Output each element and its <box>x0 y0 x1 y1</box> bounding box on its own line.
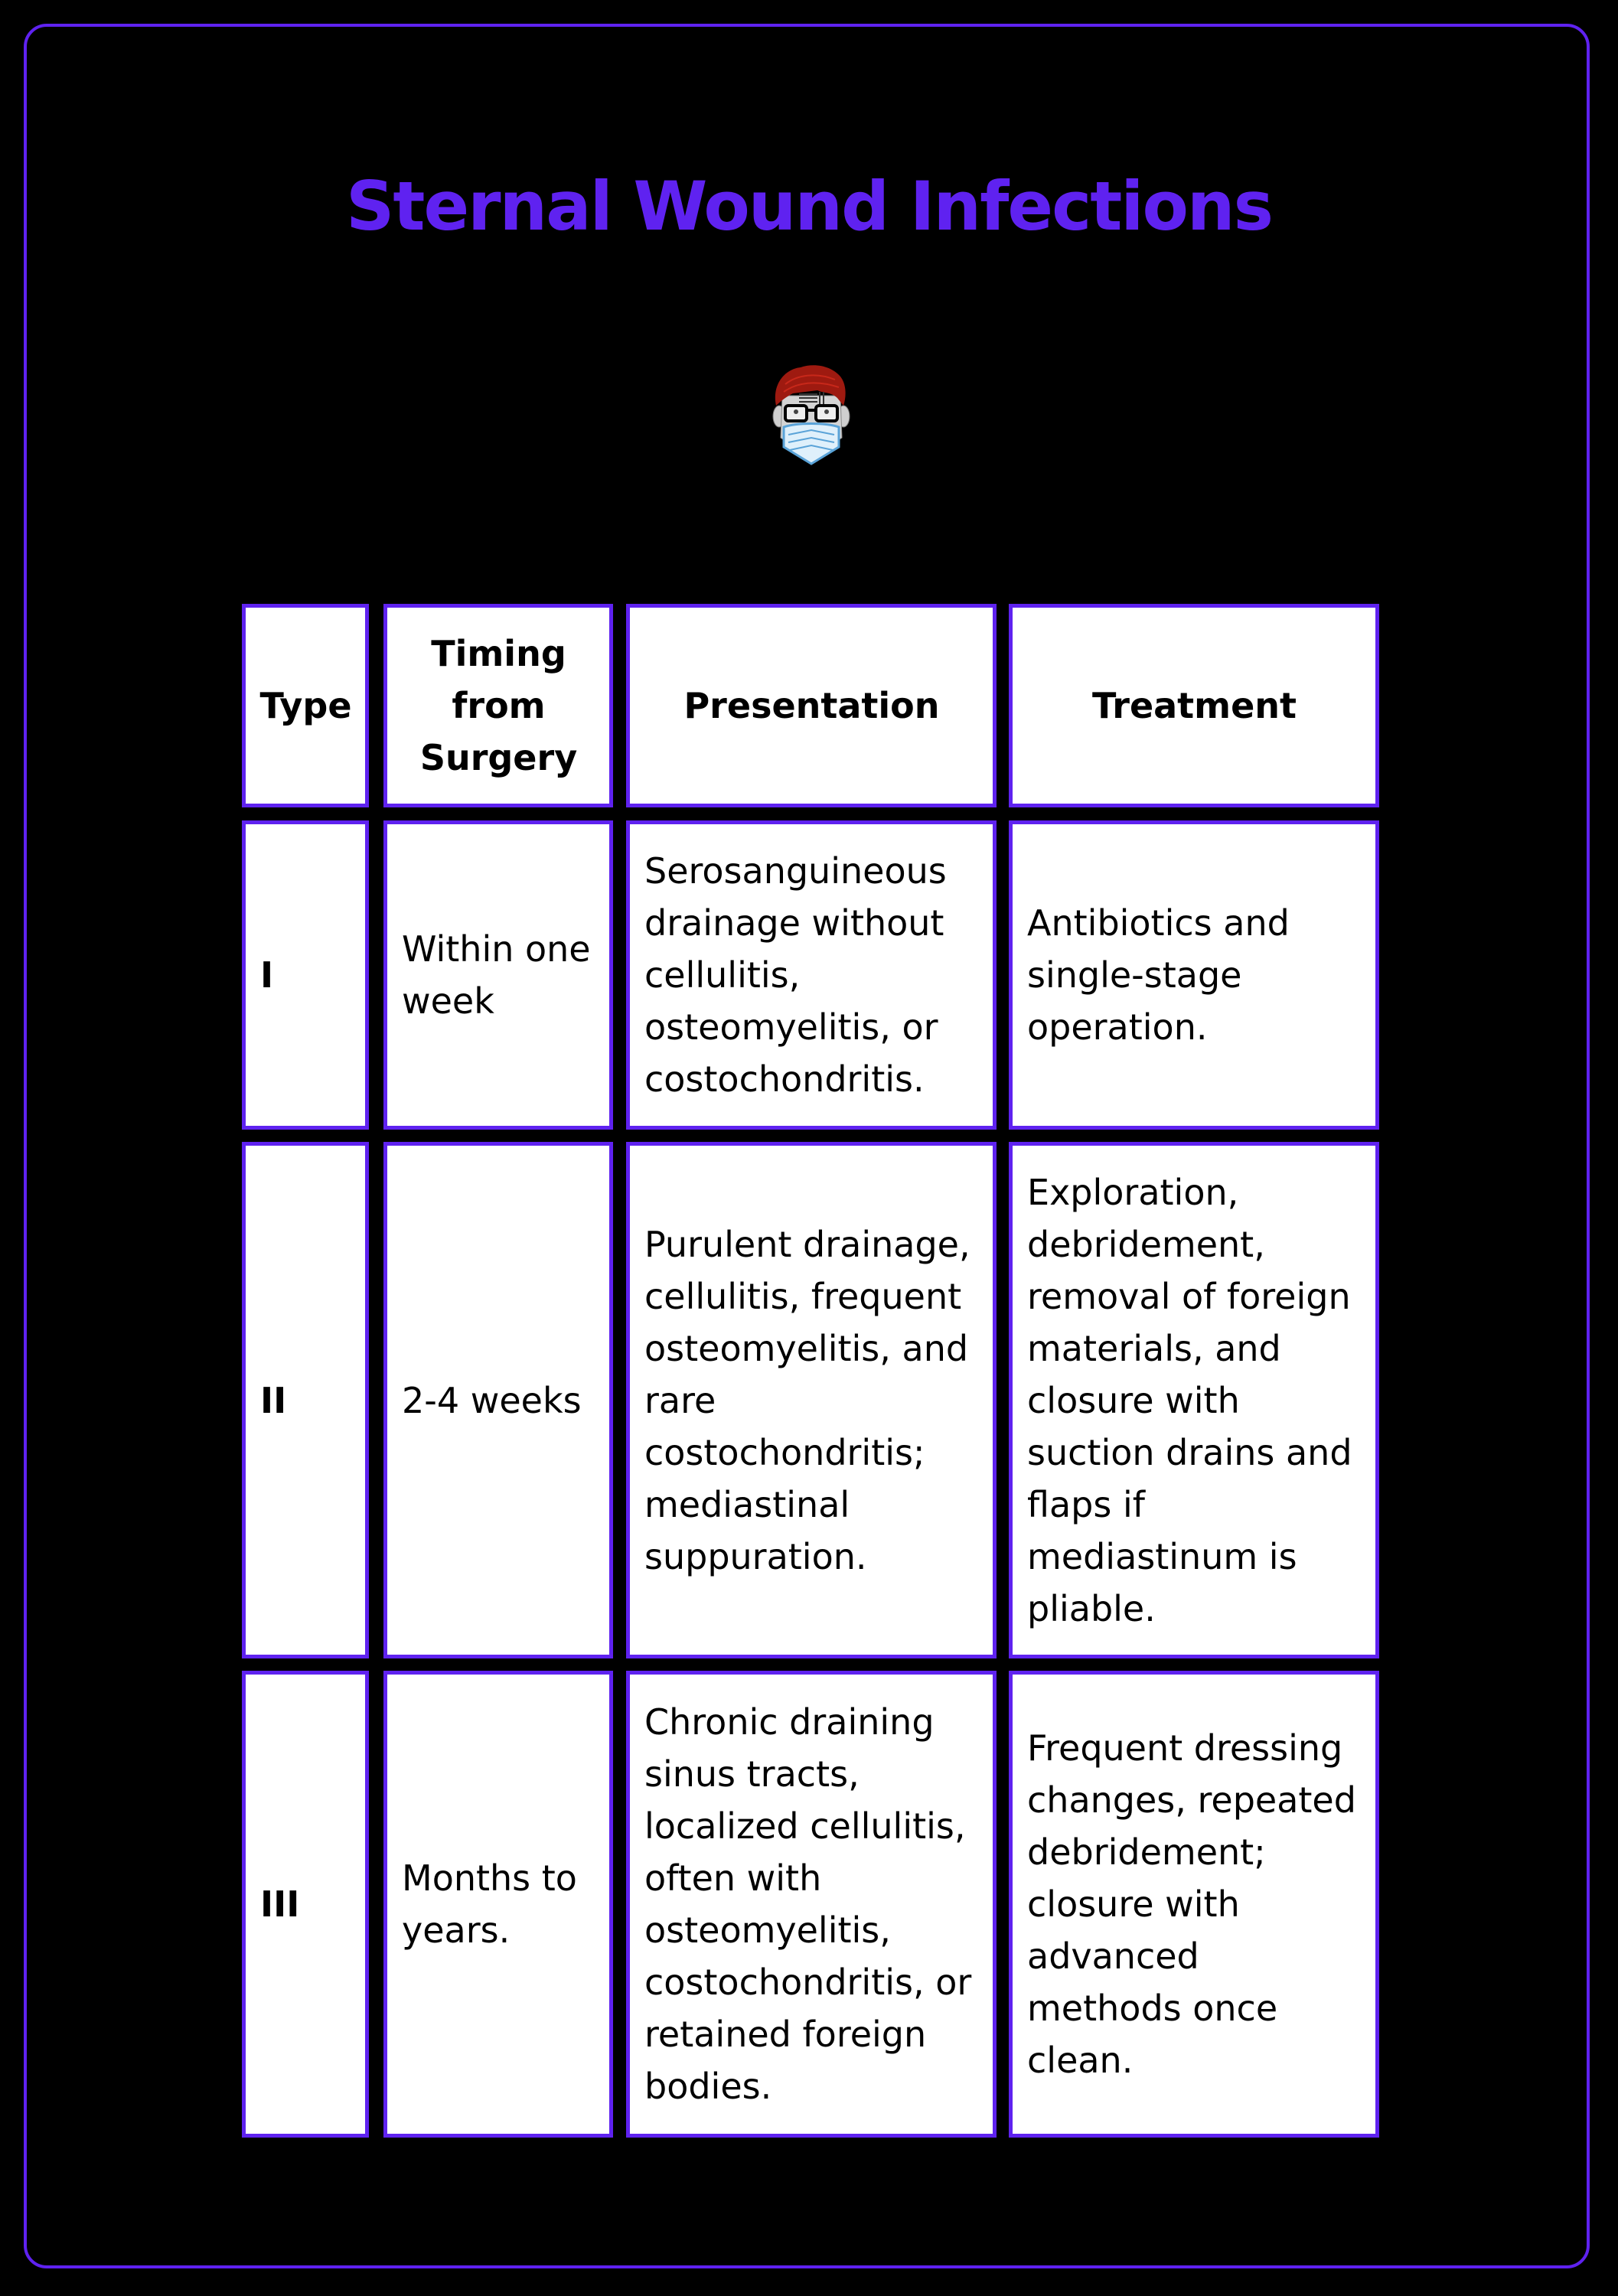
header-timing <box>383 604 613 807</box>
row-2-type <box>242 1142 369 1658</box>
row-3-treatment <box>1009 1671 1379 2138</box>
row-3-timing-text: Months to years. <box>402 1857 577 1951</box>
row-1-treatment <box>1009 820 1379 1130</box>
row-1-type-text: I <box>260 954 274 996</box>
header-timing-line-3: Surgery <box>419 737 578 778</box>
header-timing-line-1: Timing <box>431 633 566 674</box>
header-treatment <box>1009 604 1379 807</box>
header-treatment-label: Treatment <box>1091 685 1297 726</box>
row-3-treatment-text: Frequent dressing changes, repeated debridement; closure with advanced methods once clean. <box>1027 1727 1356 2081</box>
row-1-timing-text: Within one week <box>402 928 591 1022</box>
page-title: Sternal Wound Infections <box>346 167 1272 246</box>
row-3-presentation <box>626 1671 997 2138</box>
row-2-timing <box>383 1142 613 1658</box>
header-timing-label <box>420 628 577 784</box>
row-3-timing <box>383 1671 613 2138</box>
row-2-presentation-text: Purulent drainage, cellulitis, frequent osteomyelitis, and rare costochondritis; mediastinal suppuration. <box>644 1223 970 1577</box>
row-2-treatment-text: Exploration, debridement, removal of foreign materials, and closure with suction drains and flaps if mediastinum is pliable. <box>1027 1171 1352 1629</box>
row-3-presentation-text: Chronic draining sinus tracts, localized cellulitis, often with osteomyelitis, costochondritis, or retained foreign bodies. <box>644 1701 972 2107</box>
row-2-presentation <box>626 1142 997 1658</box>
header-presentation <box>626 604 997 807</box>
row-1-timing <box>383 820 613 1130</box>
row-3-type-text: III <box>260 1883 300 1925</box>
header-timing-line-2: from <box>452 685 546 726</box>
header-type <box>242 604 369 807</box>
row-1-treatment-text: Antibiotics and single-stage operation. <box>1027 902 1290 1048</box>
row-1-type <box>242 820 369 1130</box>
masked-doctor-avatar-icon <box>770 361 853 468</box>
row-2-type-text: II <box>260 1379 287 1421</box>
row-2-timing-text: 2-4 weeks <box>402 1379 582 1421</box>
row-2-treatment <box>1009 1142 1379 1658</box>
row-1-presentation-text: Serosanguineous drainage without cellulitis, osteomyelitis, or costochondritis. <box>644 850 947 1100</box>
header-presentation-label: Presentation <box>683 685 940 726</box>
row-3-type <box>242 1671 369 2138</box>
row-1-presentation <box>626 820 997 1130</box>
header-type-label: Type <box>259 685 352 726</box>
